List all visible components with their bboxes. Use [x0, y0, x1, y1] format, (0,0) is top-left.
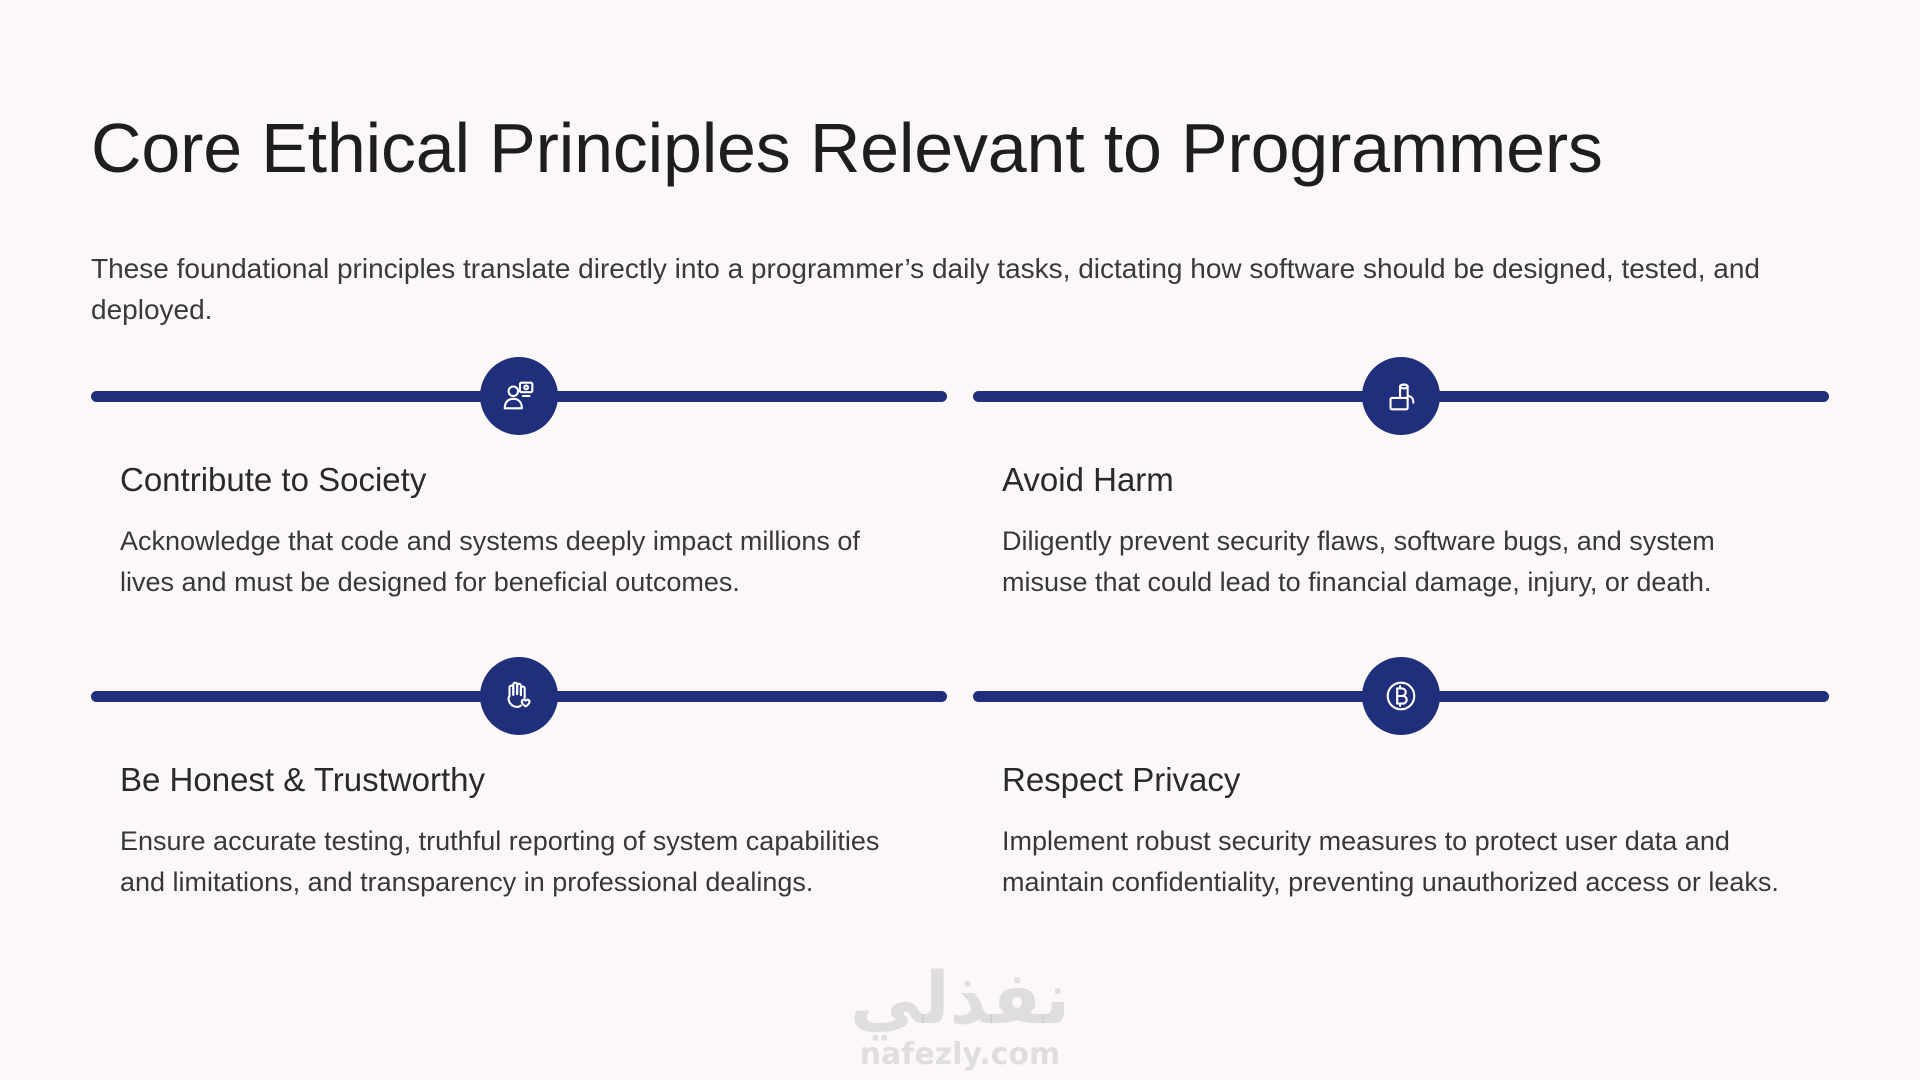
page-title: Core Ethical Principles Relevant to Programmers [91, 109, 1603, 187]
watermark-url: nafezly.com [859, 1037, 1061, 1072]
watermark [820, 958, 1100, 1072]
principle-heading: Respect Privacy [1002, 761, 1241, 798]
user-screen-icon [500, 377, 538, 415]
icon-badge [1362, 657, 1440, 735]
icon-badge [480, 657, 558, 735]
principle-heading: Be Honest & Trustworthy [120, 761, 485, 798]
bitcoin-circle-icon [1382, 677, 1420, 715]
icon-badge [1362, 357, 1440, 435]
watermark-logo: نفذلي [849, 956, 1071, 1040]
icon-badge [480, 357, 558, 435]
principle-heading: Avoid Harm [1002, 461, 1174, 498]
principle-description: Diligently prevent security flaws, software bugs, and system misuse that could lead to financial damage, injury, or death. [1002, 526, 1715, 597]
hand-container-icon [1382, 377, 1420, 415]
principle-description: Implement robust security measures to protect user data and maintain confidentiality, preventing unauthorized access or leaks. [1002, 826, 1779, 897]
hand-heart-icon [500, 677, 538, 715]
principle-heading: Contribute to Society [120, 461, 427, 498]
principle-description: Ensure accurate testing, truthful reporting of system capabilities and limitations, and transparency in professional dealings. [120, 826, 880, 897]
intro-text: These foundational principles translate directly into a programmer’s daily tasks, dictating how software should be designed, tested, and deployed. [91, 253, 1761, 325]
principle-description: Acknowledge that code and systems deeply impact millions of lives and must be designed for beneficial outcomes. [120, 526, 860, 597]
